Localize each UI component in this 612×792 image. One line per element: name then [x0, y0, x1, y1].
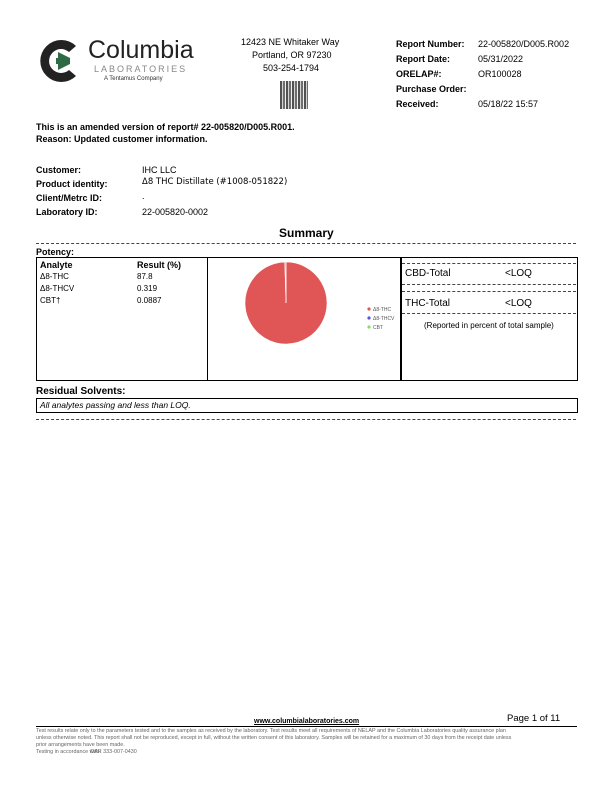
purchase-order-label: Purchase Order: [396, 84, 467, 94]
divider [402, 263, 576, 264]
product-identity-label: Product identity: [36, 179, 108, 189]
logo-sub: LABORATORIES [94, 64, 188, 74]
customer-value: IHC LLC [142, 165, 177, 175]
divider [402, 291, 576, 292]
divider [36, 419, 576, 420]
legend-marker [367, 325, 370, 328]
analyte-result: 87.8 [137, 272, 153, 281]
customer-label: Customer: [36, 165, 82, 175]
analyte-name: Δ8-THCV [40, 284, 75, 293]
analyte-name: CBT† [40, 296, 61, 305]
client-id-value: . [142, 191, 145, 201]
divider [36, 243, 576, 244]
legend-marker [367, 316, 370, 319]
footer-disclaimer: prior arrangements have been made. [36, 742, 125, 748]
analyte-result: 0.0887 [137, 296, 162, 305]
analyte-name: Δ8-THC [40, 272, 69, 281]
amendment-notice: This is an amended version of report# 22-005820/D005.R001. [36, 122, 295, 132]
laboratory-id-label: Laboratory ID: [36, 207, 98, 217]
thc-total-value: <LOQ [505, 298, 532, 309]
footer-disclaimer: unless otherwise noted. This report shall not be reproduced, except in full, without the written consent of this laboratory. Samples will be retained for a maximum of 30 days from the receipt date unless [36, 735, 512, 741]
qr-code [280, 81, 308, 109]
report-date-label: Report Date: [396, 54, 451, 64]
result-header: Result (%) [137, 260, 182, 270]
footer-website[interactable]: www.columbialaboratories.com [254, 718, 360, 725]
footer-disclaimer: Test results relate only to the parameters tested and to the samples as received by the laboratory. Test results meet all requirements of NELAP and the Columbia Laboratories quality assurance plan [36, 728, 506, 734]
orelap-value: OR100028 [478, 69, 522, 79]
legend-label: Δ8-THC [373, 307, 392, 313]
residual-solvents-text: All analytes passing and less than LOQ. [40, 400, 191, 410]
product-identity-value: Δ8 THC Distillate (#1008-051822) [142, 177, 288, 187]
address-line2: Portland, OR 97230 [252, 50, 332, 60]
summary-title: Summary [279, 226, 334, 240]
footer-rule [36, 726, 577, 727]
potency-note: (Reported in percent of total sample) [424, 321, 554, 330]
received-value: 05/18/22 15:57 [478, 99, 539, 109]
page-number: Page 1 of 11 [507, 713, 561, 724]
legend-marker [367, 307, 370, 310]
potency-pie-chart [208, 257, 401, 379]
received-label: Received: [396, 99, 439, 109]
address-phone: 503-254-1794 [263, 63, 320, 73]
logo-tagline: A Tentamus Company [104, 76, 163, 82]
orelap-label: ORELAP#: [396, 69, 442, 79]
cbd-total-label: CBD-Total [405, 268, 451, 279]
logo-name: Columbia [88, 36, 194, 64]
analyte-result: 0.319 [137, 284, 158, 293]
legend-label: CBT [373, 325, 383, 331]
testing-value: OAR 333-007-0430 [90, 749, 137, 755]
amendment-reason: Reason: Updated customer information. [36, 134, 208, 144]
address-line1: 12423 NE Whitaker Way [241, 37, 340, 47]
company-logo [36, 36, 196, 86]
divider [402, 284, 576, 285]
report-date-value: 05/31/2022 [478, 54, 524, 64]
client-id-label: Client/Metrc ID: [36, 193, 103, 203]
report-number-value: 22-005820/D005.R002 [478, 39, 570, 49]
laboratory-id-value: 22-005820-0002 [142, 207, 209, 217]
potency-label: Potency: [36, 247, 75, 257]
analyte-header: Analyte [40, 260, 73, 270]
divider [402, 313, 576, 314]
legend-label: Δ8-THCV [373, 316, 395, 322]
logo-mark-icon [36, 36, 86, 86]
testing-label: Testing in accordance with: [36, 749, 101, 755]
report-number-label: Report Number: [396, 39, 465, 49]
cbd-total-value: <LOQ [505, 268, 532, 279]
residual-solvents-label: Residual Solvents: [36, 386, 126, 397]
thc-total-label: THC-Total [405, 298, 451, 309]
